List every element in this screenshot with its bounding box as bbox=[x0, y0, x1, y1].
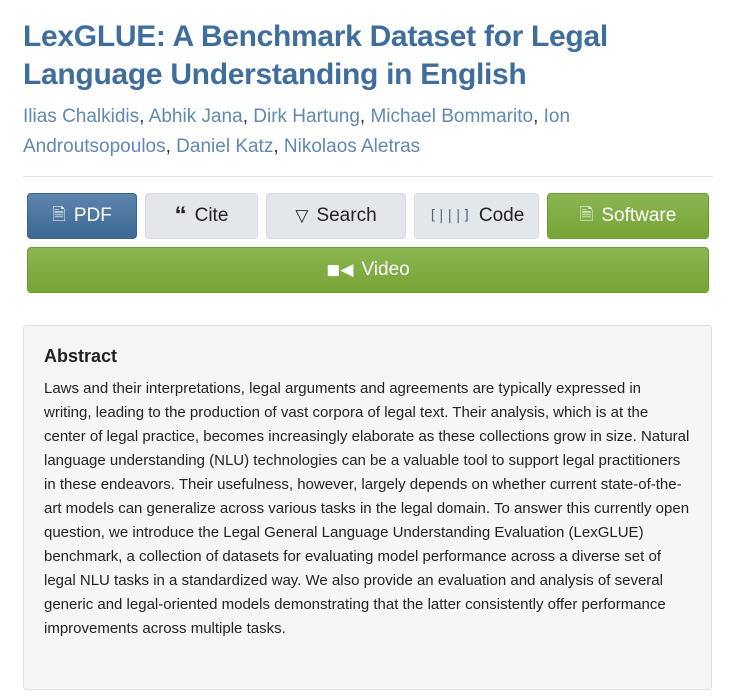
author-link[interactable]: Ion Androutsopoulos bbox=[23, 106, 571, 157]
cite-label: Cite bbox=[194, 205, 229, 226]
search-button[interactable] bbox=[266, 193, 406, 239]
video-label: Video bbox=[361, 259, 410, 280]
quote-icon: “ bbox=[174, 202, 187, 229]
divider bbox=[23, 176, 713, 177]
code-label: Code bbox=[478, 205, 525, 226]
author-link[interactable]: Daniel Katz bbox=[176, 136, 274, 157]
abstract-heading: Abstract bbox=[44, 346, 118, 366]
author-link[interactable]: Abhik Jana bbox=[148, 106, 243, 127]
software-label: Software bbox=[601, 205, 677, 226]
software-button[interactable] bbox=[547, 193, 709, 239]
barcode-icon: [|||] bbox=[428, 208, 471, 224]
code-button[interactable] bbox=[414, 193, 539, 239]
cite-button[interactable] bbox=[145, 193, 258, 239]
video-camera-icon: ◼◀ bbox=[326, 260, 354, 279]
author-link[interactable]: Michael Bommarito bbox=[370, 106, 534, 127]
abstract-panel bbox=[23, 325, 712, 690]
author-link[interactable]: Nikolaos Aletras bbox=[283, 136, 421, 157]
abstract-text: Laws and their interpretations, legal arguments and agreements are typically expressed in writing, leading to the production of vast corpora of legal text. Their analysis, which is at the center of legal practice, becomes increasingly elaborate as these collections grow in size. Natural language understanding (NLU) technologies can be a valuable tool to support legal practitioners in these endeavors. Their usefulness, however, largely depends on whether current state-of-the-art models can generalize across various tasks in the legal domain. To answer this currently open question, we introduce the Legal General Language Understanding Evaluation (LexGLUE) benchmark, a collection of datasets for evaluating model performance across a diverse set of legal NLU tasks in a standardized way. We also provide an evaluation and analysis of several generic and legal-oriented models demonstrating that the latter consistently offer performance improvements across multiple tasks. bbox=[44, 380, 690, 637]
paper-title: LexGLUE: A Benchmark Dataset for Legal Language Understanding in English bbox=[23, 20, 608, 91]
file-pdf-icon: 🗎 bbox=[52, 204, 66, 224]
pdf-button[interactable] bbox=[27, 193, 137, 239]
search-engine-icon: ▽ bbox=[295, 206, 309, 225]
author-link[interactable]: Ilias Chalkidis bbox=[23, 106, 140, 127]
file-code-icon: 🗎 bbox=[579, 204, 594, 224]
author-link[interactable]: Dirk Hartung bbox=[253, 106, 360, 127]
video-button[interactable] bbox=[27, 247, 709, 293]
search-label: Search bbox=[316, 205, 377, 226]
author-list: Ilias Chalkidis, Abhik Jana, Dirk Hartung, Michael Bommarito, Ion Androutsopoulos, Daniel Katz, Nikolaos Aletras bbox=[23, 106, 571, 157]
pdf-label: PDF bbox=[73, 205, 112, 226]
